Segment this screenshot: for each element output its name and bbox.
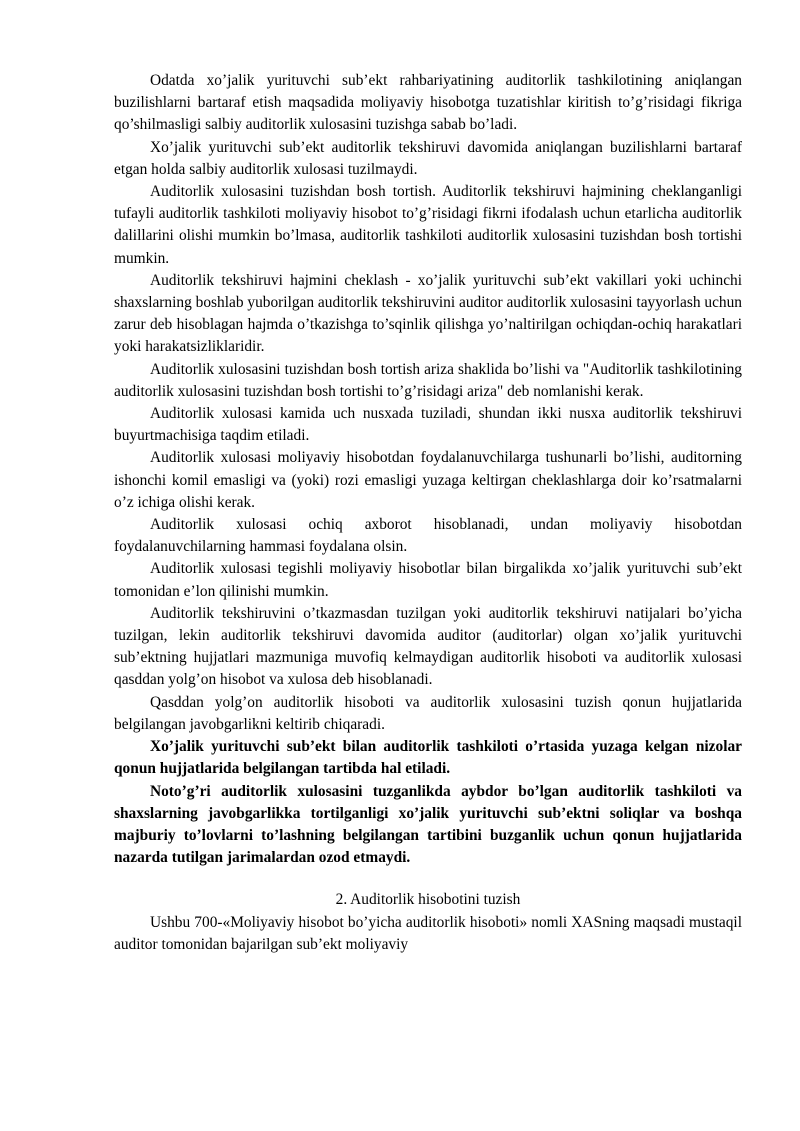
bold-paragraph: Xo’jalik yurituvchi sub’ekt bilan auditorlik tashkiloti o’rtasida yuzaga kelgan nizolar qonun hujjatlarida belgilangan tartibda hal etiladi.: [114, 738, 742, 778]
paragraph: Xo’jalik yurituvchi sub’ekt auditorlik tekshiruvi davomida aniqlangan buzilishlarni bartaraf etgan holda salbiy auditorlik xulosasi tuzilmaydi.: [114, 138, 742, 178]
section-paragraph: Ushbu 700-«Moliyaviy hisobot bo’yicha auditorlik hisoboti» nomli XASning maqsadi mustaqil auditor tomonidan bajarilgan sub’ekt moliyaviy: [114, 913, 742, 953]
bold-paragraph: Noto’g’ri auditorlik xulosasini tuzganlikda aybdor bo’lgan auditorlik tashkiloti va shaxslarning javobgarlikka tortilganligi xo’jalik yurituvchi sub’ektni soliqlar va boshqa majburiy to’lovlarni to’lashning belgilangan tartibini buzganlik uchun qonun hujjatlarida nazarda tutilgan jarimalardan ozod etmaydi.: [114, 782, 742, 867]
paragraph: Auditorlik xulosasi kamida uch nusxada tuziladi, shundan ikki nusxa auditorlik tekshiruvi buyurtmachisiga taqdim etiladi.: [114, 405, 742, 445]
paragraph: Odatda xo’jalik yurituvchi sub’ekt rahbariyatining auditorlik tashkilotining aniqlangan buzilishlarni bartaraf etish maqsadida moliyaviy hisobotga tuzatishlar kiritish to’g’risidagi fikriga qo’shilmasligi salbiy auditorlik xulosasini tuzishga sabab bo’ladi.: [114, 72, 742, 134]
paragraph: Auditorlik xulosasi tegishli moliyaviy hisobotlar bilan birgalikda xo’jalik yurituvchi sub’ekt tomonidan e’lon qilinishi mumkin.: [114, 560, 742, 600]
paragraph: Auditorlik xulosasini tuzishdan bosh tortish ariza shaklida bo’lishi va "Auditorlik tashkilotining auditorlik xulosasini tuzishdan bosh tortishi to’g’risidagi ariza" deb nomlanishi kerak.: [114, 360, 742, 400]
paragraph: Auditorlik xulosasi moliyaviy hisobotdan foydalanuvchilarga tushunarli bo’lishi, auditorning ishonchi komil emasligi va (yoki) rozi emasligi yuzaga keltirgan cheklashlarga doir ko’rsatmalarni o’z ichiga olishi kerak.: [114, 449, 742, 511]
section-spacer: [114, 869, 742, 889]
paragraph: Auditorlik xulosasi ochiq axborot hisoblanadi, undan moliyaviy hisobotdan foydalanuvchilarning hammasi foydalana olsin.: [114, 516, 742, 556]
paragraph: Qasddan yolg’on auditorlik hisoboti va auditorlik xulosasini tuzish qonun hujjatlarida belgilangan javobgarlikni keltirib chiqaradi.: [114, 693, 742, 733]
section-heading: 2. Auditorlik hisobotini tuzish: [335, 891, 521, 909]
paragraph: Auditorlik xulosasini tuzishdan bosh tortish. Auditorlik tekshiruvi hajmining cheklanganligi tufayli auditorlik tashkiloti moliyaviy hisobot to’g’risidagi fikrni ifodalash uchun etarlicha auditorlik dalillarini olishi mumkin bo’lmasa, auditorlik tashkiloti auditorlik xulosasini tuzishdan bosh tortishi mumkin.: [114, 183, 742, 267]
paragraph: Auditorlik tekshiruvini o’tkazmasdan tuzilgan yoki auditorlik tekshiruvi natijalari bo’yicha tuzilgan, lekin auditorlik tekshiruvi davomida auditor (auditorlar) olgan xo’jalik yurituvchi sub’ektning hujjatlari mazmuniga muvofiq kelmaydigan auditorlik hisoboti va auditorlik xulosasi qasddan yolg’on hisobot va xulosa deb hisoblanadi.: [114, 604, 742, 689]
paragraph: Auditorlik tekshiruvi hajmini cheklash - xo’jalik yurituvchi sub’ekt vakillari yoki uchinchi shaxslarning boshlab yuborilgan auditorlik tekshiruvini auditor auditorlik xulosasini tayyorlash uchun zarur deb hisoblagan hajmda o’tkazishga to’sqinlik qilishga yo’naltirilgan ochiqdan-ochiq harakatlari yoki harakatsizliklaridir.: [114, 271, 742, 356]
